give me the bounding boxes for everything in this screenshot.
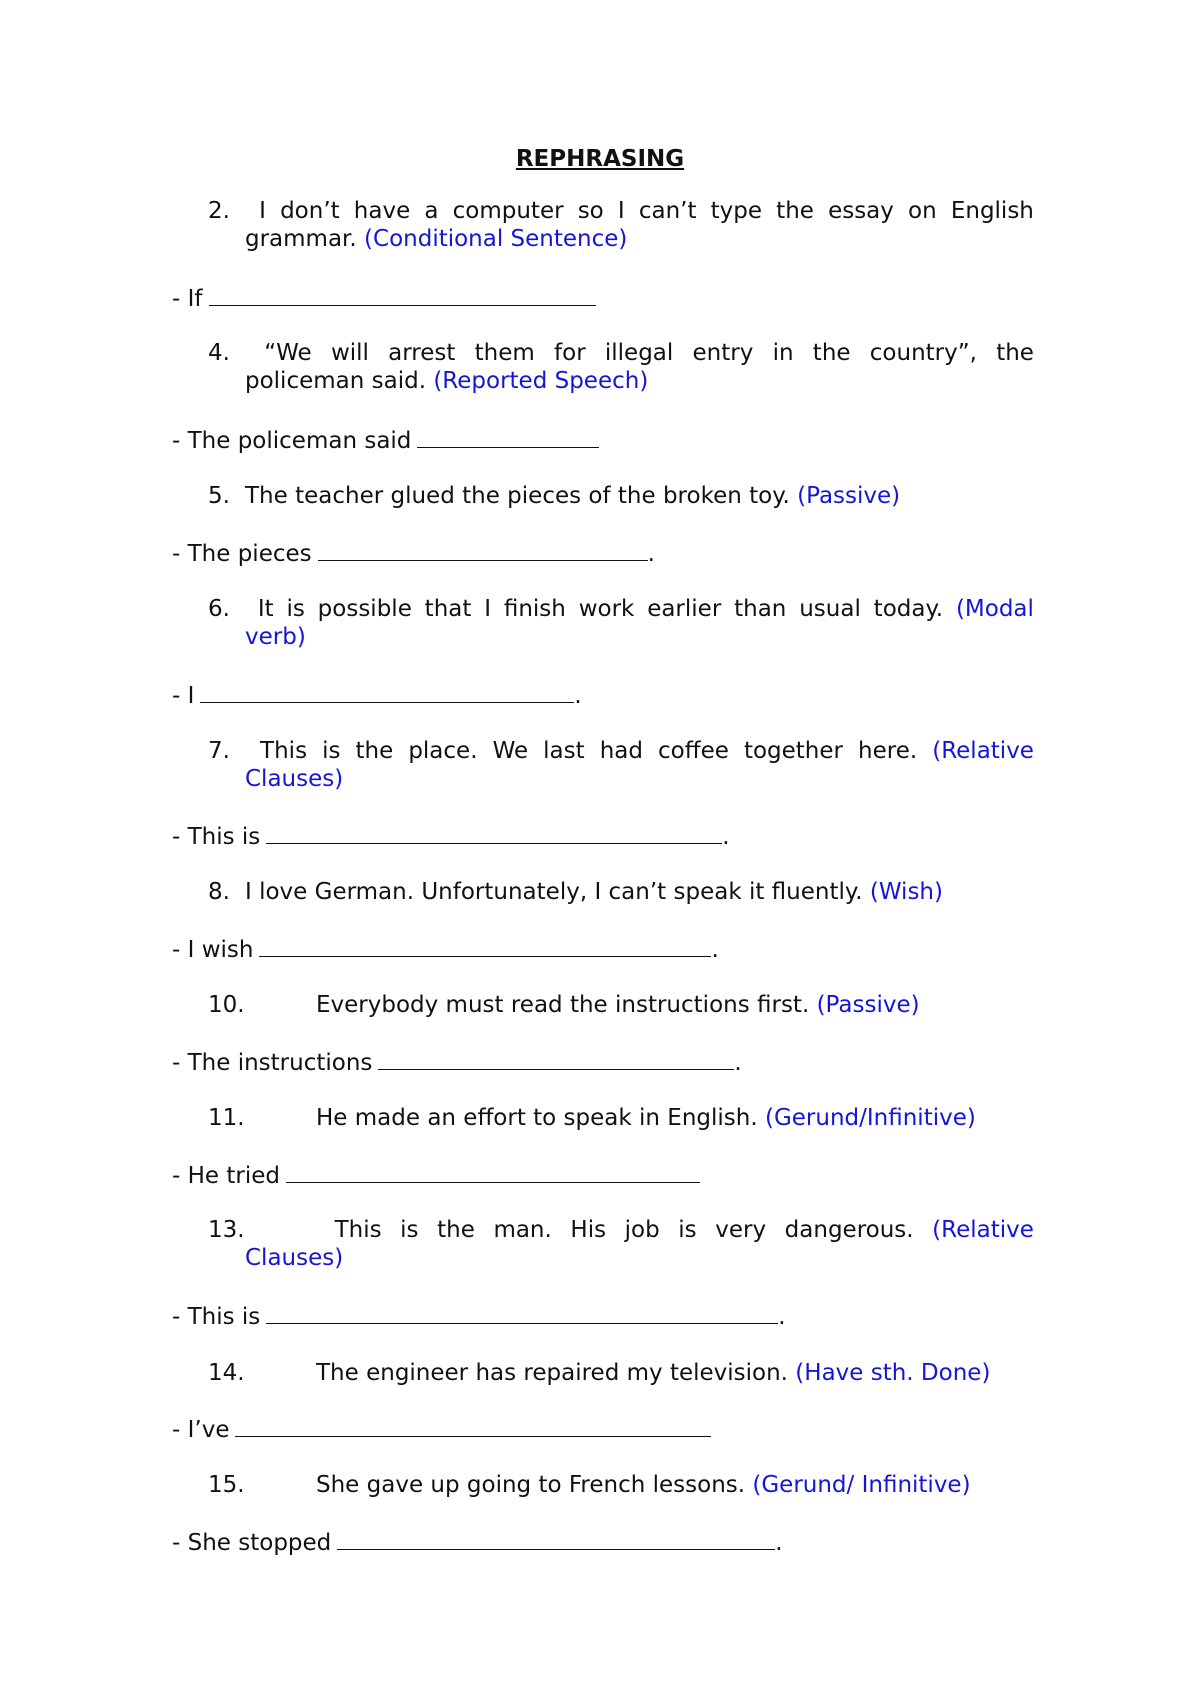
question-line: 6. It is possible that I finish work earlier than usual today. (Modal <box>208 596 1034 622</box>
question-5: 5. The teacher glued the pieces of the broken toy. (Passive) <box>208 483 901 509</box>
question-line: 2. I don’t have a computer so I can’t type the essay on English <box>208 198 1034 224</box>
grammar-tag: (Modal <box>955 596 1034 622</box>
answer-15: - She stopped . <box>172 1527 783 1557</box>
answer-prefix: - This is <box>172 824 261 850</box>
answer-prefix: - She stopped <box>172 1530 332 1556</box>
answer-prefix: - I wish <box>172 937 254 963</box>
grammar-tag: (Wish) <box>869 879 943 905</box>
answer-prefix: - The pieces <box>172 541 312 567</box>
question-number: 7. <box>208 738 230 764</box>
grammar-tag: (Gerund/Infinitive) <box>764 1105 976 1131</box>
grammar-tag: (Relative <box>932 1217 1034 1243</box>
question-number: 13. <box>208 1217 245 1243</box>
question-line: 4. “We will arrest them for illegal entry in the country”, the <box>208 340 1034 366</box>
answer-blank[interactable] <box>337 1527 775 1550</box>
answer-blank[interactable] <box>286 1160 700 1183</box>
answer-2 <box>172 283 596 313</box>
question-line: 7. This is the place. We last had coffee together here. (Relative <box>208 738 1034 764</box>
answer-11 <box>172 1160 700 1190</box>
question-number: 4. <box>208 340 230 366</box>
question-number: 5. <box>208 483 230 509</box>
answer-4 <box>172 425 599 455</box>
answer-blank[interactable] <box>235 1414 711 1437</box>
grammar-tag: (Conditional Sentence) <box>364 226 628 252</box>
grammar-tag: (Reported Speech) <box>433 368 649 394</box>
question-line <box>208 623 1034 651</box>
question-2 <box>208 197 1034 253</box>
question-11: 11. He made an effort to speak in English. (Gerund/Infinitive) <box>208 1105 976 1131</box>
page-title: REPHRASING <box>515 146 685 172</box>
answer-blank[interactable] <box>417 425 599 448</box>
answer-prefix: - I’ve <box>172 1417 230 1443</box>
question-7 <box>208 737 1034 793</box>
grammar-tag: (Gerund/ Infinitive) <box>752 1472 971 1498</box>
answer-prefix: - I <box>172 683 195 709</box>
question-number: 10. <box>208 992 245 1018</box>
grammar-tag: (Passive) <box>816 992 920 1018</box>
answer-blank[interactable] <box>266 821 722 844</box>
grammar-tag: Clauses) <box>245 766 344 792</box>
answer-10: - The instructions . <box>172 1047 742 1077</box>
answer-blank[interactable] <box>266 1301 778 1324</box>
question-line: 13. This is the man. His job is very dangerous. (Relative <box>208 1217 1034 1243</box>
question-number: 11. <box>208 1105 245 1131</box>
grammar-tag: (Passive) <box>797 483 901 509</box>
answer-6: - I . <box>172 680 582 710</box>
answer-blank[interactable] <box>378 1047 734 1070</box>
question-number: 8. <box>208 879 230 905</box>
answer-prefix: - The instructions <box>172 1050 373 1076</box>
answer-7: - This is . <box>172 821 730 851</box>
answer-8: - I wish . <box>172 934 719 964</box>
question-number: 6. <box>208 596 230 622</box>
answer-prefix: - If <box>172 286 203 312</box>
question-line <box>208 765 1034 793</box>
grammar-tag: Clauses) <box>245 1245 344 1271</box>
answer-13: - This is . <box>172 1301 786 1331</box>
answer-blank[interactable] <box>209 283 596 306</box>
question-4 <box>208 339 1034 395</box>
grammar-tag: (Relative <box>932 738 1034 764</box>
grammar-tag: (Have sth. Done) <box>795 1360 991 1386</box>
question-number: 15. <box>208 1472 245 1498</box>
question-number: 2. <box>208 198 230 224</box>
answer-prefix: - The policeman said <box>172 428 412 454</box>
answer-14 <box>172 1414 711 1444</box>
answer-prefix: - This is <box>172 1304 261 1330</box>
question-line: policeman said. (Reported Speech) <box>245 368 649 394</box>
answer-blank[interactable] <box>200 680 574 703</box>
question-14: 14. The engineer has repaired my television. (Have sth. Done) <box>208 1360 991 1386</box>
answer-blank[interactable] <box>318 538 648 561</box>
question-6 <box>208 595 1034 651</box>
question-line: grammar. (Conditional Sentence) <box>245 226 628 252</box>
answer-prefix: - He tried <box>172 1163 280 1189</box>
answer-blank[interactable] <box>259 934 711 957</box>
answer-5: - The pieces . <box>172 538 655 568</box>
grammar-tag: verb) <box>245 624 306 650</box>
question-number: 14. <box>208 1360 245 1386</box>
question-15: 15. She gave up going to French lessons. (Gerund/ Infinitive) <box>208 1472 971 1498</box>
question-10: 10. Everybody must read the instructions first. (Passive) <box>208 992 920 1018</box>
question-13 <box>208 1216 1034 1272</box>
question-8: 8. I love German. Unfortunately, I can’t speak it fluently. (Wish) <box>208 879 943 905</box>
question-line <box>208 1244 1034 1272</box>
